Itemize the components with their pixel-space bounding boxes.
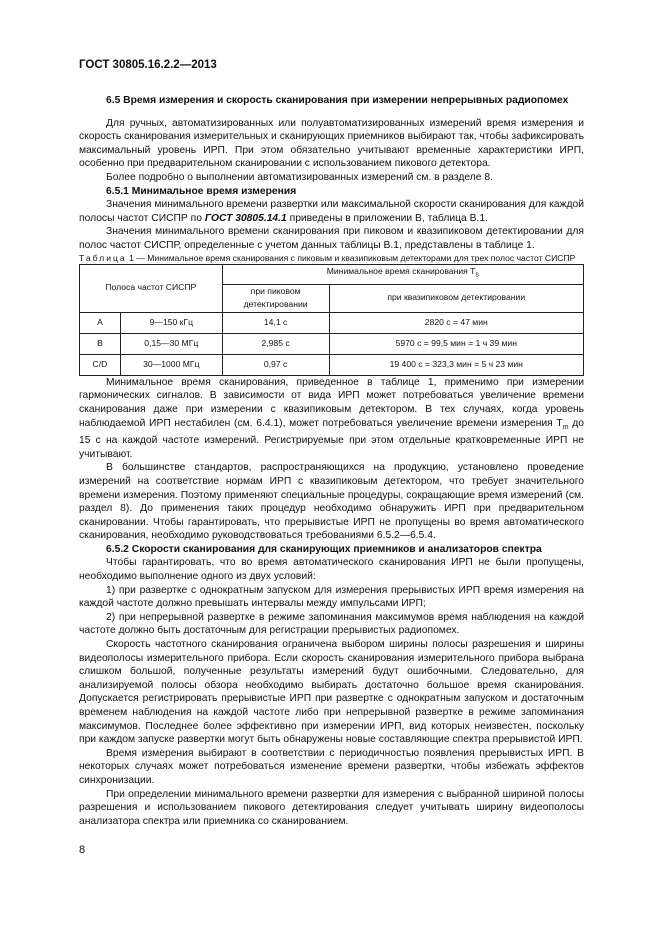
standard-reference: ГОСТ 30805.14.1 [204,212,287,224]
quasi-peak-cell: 2820 с = 47 мин [329,312,583,333]
peak-cell: 2,985 с [222,333,329,354]
table-row [80,312,584,333]
quasi-peak-cell: 5970 с = 99,5 мин = 1 ч 39 мин [329,333,583,354]
table-1 [79,264,584,376]
section-6-5-1-heading: 6.5.1 Минимальное время измерения [106,185,297,197]
after-table-paragraph-2: В большинстве стандартов, распространяющихся на продукцию, установлено проведение измерений на соответствие нормам ИРП с квазипиковым детектором, что требует значительного времени измерения. Поэтому применяют специальные процедуры, сокращающие время измерений (см. раздел 8). До применения таких процедур необходимо обнаружить ИРП при предварительном сканировании. Чтобы гарантировать, что прерывистые ИРП не пропущены во время автоматического сканирования, необходимо руководствоваться требованиями 6.5.2—6.5.4. [79,462,584,542]
section-6-5-2-paragraph-1: Чтобы гарантировать, что во время автоматического сканирования ИРП не были пропущены, необходимо выполнение одного из двух условий: [79,557,584,583]
section-6-5-heading: 6.5 Время измерения и скорость сканирования при измерении непрерывных радиопомех [106,95,569,106]
table-row [80,354,584,375]
section-6-5-paragraph-2: Более подробно о выполнении автоматизированных измерений см. в разделе 8. [106,171,493,183]
peak-cell: 0,97 с [222,354,329,375]
after-table-paragraph-1: Минимальное время сканирования, приведенное в таблице 1, применимо при измерении гармонических сигналов. В зависимости от вида ИРП может потребоваться увеличение времени сканирования даже при измерении с квазипиковым детектором. В тех случаях, когда уровень наблюдаемой ИРП нестабилен (см. 6.4.1), может потребоваться увеличение времени измерения $T_m$ до 15 с на каждой частоте измерений. Регистрируемые при этом отдельные кратковременные ИРП не учитывают. [79,376,584,460]
table-header-peak: при пиковом детектировании [222,284,329,312]
band-cell: C/D [80,354,121,375]
table-1-caption: Таблица 1 — Минимальное время сканирования с пиковым и квазипиковым детекторами для трех полос частот СИСПР [79,252,576,263]
section-6-5-2-paragraph-4: При определении минимального времени развертки для измерения с выбранной шириной полосы разрешения и использованием пикового детектирования следует учитывать ширину видеополосы анализатора спектра или приемника со сканированием. [79,788,584,827]
quasi-peak-cell: 19 400 с = 323,3 мин = 5 ч 23 мин [329,354,583,375]
condition-item-2: 2) при непрерывной развертке в режиме запоминания максимумов время наблюдения на каждой частоте должно быть достаточным для регистрации прерывистых радиопомех. [79,611,584,637]
condition-item-1: 1) при развертке с однократным запуском для измерения прерывистых ИРП время измерения на каждой частоте должно превышать интервалы между импульсами ИРП; [79,584,584,610]
section-6-5-2-heading: 6.5.2 Скорости сканирования для сканирующих приемников и анализаторов спектра [106,543,542,555]
table-header-band: Полоса частот СИСПР [80,264,223,312]
section-6-5-1-paragraph-2: Значения минимального времени сканирования при пиковом и квазипиковом детектировании для полос частот СИСПР, определенные с учетом данных таблицы В.1, представлены в таблице 1. [79,226,584,251]
band-cell: B [80,333,121,354]
section-6-5-2-paragraph-3: Время измерения выбирают в соответствии с периодичностью появления прерывистых ИРП. В некоторых случаях может потребоваться изменение времени развертки, чтобы избежать эффектов синхронизации. [79,747,584,786]
table-row [80,333,584,354]
peak-cell: 14,1 с [222,312,329,333]
table-header-quasi-peak: при квазипиковом детектировании [329,284,583,312]
table-header-time: Минимальное время сканирования $T_s$ [222,264,583,284]
page-content [79,94,584,828]
section-6-5-2-paragraph-2: Скорость частотного сканирования ограничена выбором ширины полосы разрешения и ширины видеополосы измерительного прибора. Если скорость сканирования измерительного прибора выбрана слишком большой, полученные результаты измерений будут ошибочными. Следовательно, для анализируемой полосы обзора необходимо выбирать достаточно большое время сканирования. Допускается регистрировать прерывистые ИРП при развертке с однократным запуском и достаточным временем наблюдения на каждой частоте либо при непрерывной развертке в режиме запоминания максимумов. Последнее более эффективно при измерении ИРП, вид которых неизвестен, поскольку при каждом запуске развертки могут быть обнаружены новые составляющие спектра прерывистой ИРП. [79,639,584,746]
document-code: ГОСТ 30805.16.2.2—2013 [79,59,217,71]
range-cell: 0,15—30 МГц [120,333,222,354]
band-cell: A [80,312,121,333]
page-number: 8 [79,844,86,856]
range-cell: 9—150 кГц [120,312,222,333]
range-cell: 30—1000 МГц [120,354,222,375]
section-6-5-paragraph-1: Для ручных, автоматизированных или полуавтоматизированных измерений время измерения и скорость сканирования измерительных и сканирующих приемников выбирают так, чтобы зафиксировать максимальный уровень ИРП. При этом обязательно учитывают временные характеристики ИРП, особенно при предварительном сканировании с использованием пикового детектора. [79,117,584,170]
section-6-5-1-paragraph-1: Значения минимального времени развертки или максимальной скорости сканирования для каждой полосы частот СИСПР по ГОСТ 30805.14.1 приведены в приложении В, таблица В.1. [79,199,584,224]
